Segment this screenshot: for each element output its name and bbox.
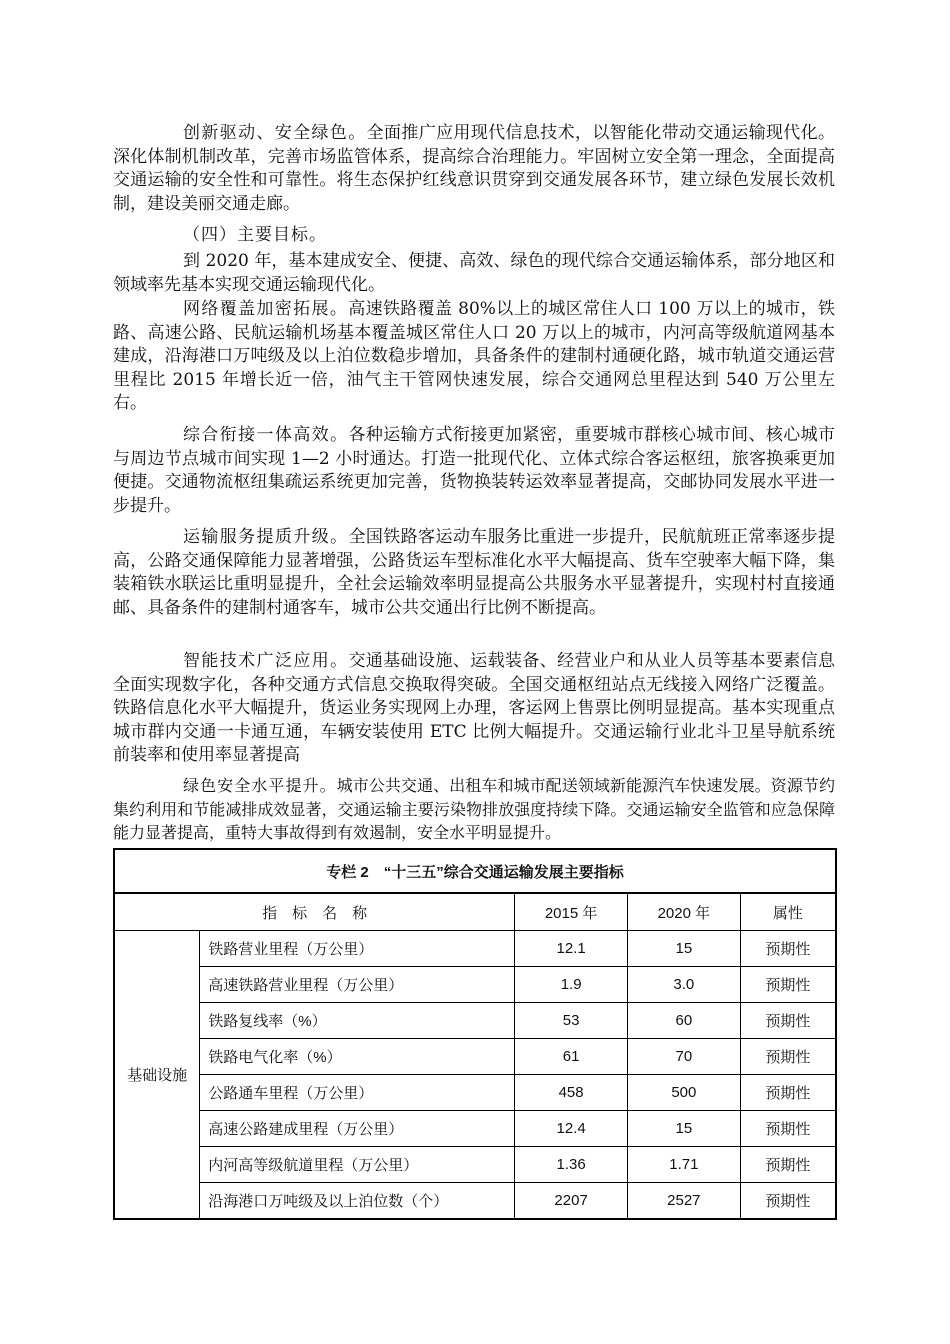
section-heading-main-goals (113, 224, 835, 248)
paragraph-lead: 网络覆盖加密拓展。 (183, 299, 349, 319)
header-attribute: 属性 (740, 893, 836, 931)
row-2015: 12.4 (515, 1111, 628, 1147)
section-heading-text: （四）主要目标。 (183, 225, 327, 245)
table-row (114, 1111, 836, 1147)
paragraph-2020-goal (113, 250, 835, 297)
row-name: 公路通车里程（万公里） (200, 1075, 515, 1111)
row-2020: 15 (627, 1111, 740, 1147)
header-indicator-name: 指 标 名 称 (114, 893, 515, 931)
row-2020: 1.71 (627, 1147, 740, 1183)
paragraph-text: 城市公共交通、出租车和城市配送领域新能源汽车快速发展。资源节约集约利用和节能减排成效显著，交通运输主要污染物排放强度持续下降。交通运输安全监管和应急保障能力显著提高，重特大事故得到有效遏制，安全水平明显提升。 (113, 776, 835, 842)
paragraph-text: 高速铁路覆盖 80%以上的城区常住人口 100 万以上的城市，铁路、高速公路、民航运输机场基本覆盖城区常住人口 20 万以上的城市，内河高等级航道网基本建成，沿海港口万吨级及以上泊位数稳步增加，具备条件的建制村通硬化路，城市轨道交通运营里程比 2015 年增长近一倍，油气主干管网快速发展，综合交通网总里程达到 540 万公里左右。 (113, 299, 835, 413)
paragraph-lead: 创新驱动、安全绿色。 (183, 123, 367, 143)
table-title: 专栏 2 “十三五”综合交通运输发展主要指标 (114, 849, 836, 893)
paragraph-text: 到 2020 年，基本建成安全、便捷、高效、绿色的现代综合交通运输体系，部分地区和领域率先基本实现交通运输现代化。 (113, 251, 835, 295)
row-2020: 3.0 (627, 967, 740, 1003)
row-2015: 2207 (515, 1183, 628, 1220)
table-header-row (114, 893, 836, 931)
row-2020: 500 (627, 1075, 740, 1111)
table-title-row (114, 849, 836, 893)
paragraph-service-upgrade (113, 526, 835, 620)
table-row (114, 1039, 836, 1075)
paragraph-integrated-connection (113, 424, 835, 518)
row-2020: 2527 (627, 1183, 740, 1220)
row-2020: 70 (627, 1039, 740, 1075)
row-2015: 53 (515, 1003, 628, 1039)
paragraph-lead: 智能技术广泛应用。 (183, 651, 349, 671)
table-row (114, 931, 836, 967)
paragraph-innovation-green (113, 122, 835, 216)
table-row (114, 967, 836, 1003)
row-name: 高速公路建成里程（万公里） (200, 1111, 515, 1147)
header-2015: 2015 年 (515, 893, 628, 931)
row-attribute: 预期性 (740, 1039, 836, 1075)
row-attribute: 预期性 (740, 1183, 836, 1220)
row-2020: 15 (627, 931, 740, 967)
row-2015: 1.9 (515, 967, 628, 1003)
row-name: 高速铁路营业里程（万公里） (200, 967, 515, 1003)
paragraph-lead: 综合衔接一体高效。 (183, 425, 349, 445)
row-2015: 61 (515, 1039, 628, 1075)
row-name: 沿海港口万吨级及以上泊位数（个） (200, 1183, 515, 1220)
row-name: 内河高等级航道里程（万公里） (200, 1147, 515, 1183)
indicators-table (113, 848, 837, 1220)
table-row (114, 1183, 836, 1220)
header-2020: 2020 年 (627, 893, 740, 931)
row-2015: 458 (515, 1075, 628, 1111)
row-name: 铁路电气化率（%） (200, 1039, 515, 1075)
paragraph-smart-technology (113, 650, 835, 768)
row-2015: 1.36 (515, 1147, 628, 1183)
row-name: 铁路复线率（%） (200, 1003, 515, 1039)
category-cell: 基础设施 (114, 931, 200, 1220)
row-attribute: 预期性 (740, 1147, 836, 1183)
row-attribute: 预期性 (740, 1111, 836, 1147)
paragraph-text: 各种运输方式衔接更加紧密，重要城市群核心城市间、核心城市与周边节点城市间实现 1—2 小时通达。打造一批现代化、立体式综合客运枢纽，旅客换乘更加便捷。交通物流枢纽集疏运系统更加完善，货物换装转运效率显著提高，交邮协同发展水平进一步提升。 (113, 425, 835, 516)
row-attribute: 预期性 (740, 1075, 836, 1111)
row-attribute: 预期性 (740, 967, 836, 1003)
paragraph-green-safety (113, 774, 835, 845)
paragraph-network-coverage (113, 298, 835, 416)
row-2020: 60 (627, 1003, 740, 1039)
row-name: 铁路营业里程（万公里） (200, 931, 515, 967)
row-attribute: 预期性 (740, 931, 836, 967)
table-row (114, 1075, 836, 1111)
table-row (114, 1003, 836, 1039)
table-row (114, 1147, 836, 1183)
paragraph-lead: 运输服务提质升级。 (183, 527, 349, 547)
paragraph-text: 交通基础设施、运载装备、经营业户和从业人员等基本要素信息全面实现数字化，各种交通方式信息交换取得突破。全国交通枢纽站点无线接入网络广泛覆盖。铁路信息化水平大幅提升，货运业务实现网上办理，客运网上售票比例明显提高。基本实现重点城市群内交通一卡通互通，车辆安装使用 ETC 比例大幅提升。交通运输行业北斗卫星导航系统前装率和使用率显著提高 (113, 651, 835, 765)
row-attribute: 预期性 (740, 1003, 836, 1039)
row-2015: 12.1 (515, 931, 628, 967)
paragraph-text: 全面推广应用现代信息技术，以智能化带动交通运输现代化。深化体制机制改革，完善市场监管体系，提高综合治理能力。牢固树立安全第一理念，全面提高交通运输的安全性和可靠性。将生态保护红线意识贯穿到交通发展各环节，建立绿色发展长效机制，建设美丽交通走廊。 (113, 123, 836, 214)
paragraph-text: 全国铁路客运动车服务比重进一步提升，民航航班正常率逐步提高，公路交通保障能力显著增强，公路货运车型标准化水平大幅提高、货车空驶率大幅下降，集装箱铁水联运比重明显提升，全社会运输效率明显提高公共服务水平显著提升，实现村村直接通邮、具备条件的建制村通客车，城市公共交通出行比例不断提高。 (113, 527, 835, 618)
paragraph-lead: 绿色安全水平提升。 (183, 776, 337, 795)
